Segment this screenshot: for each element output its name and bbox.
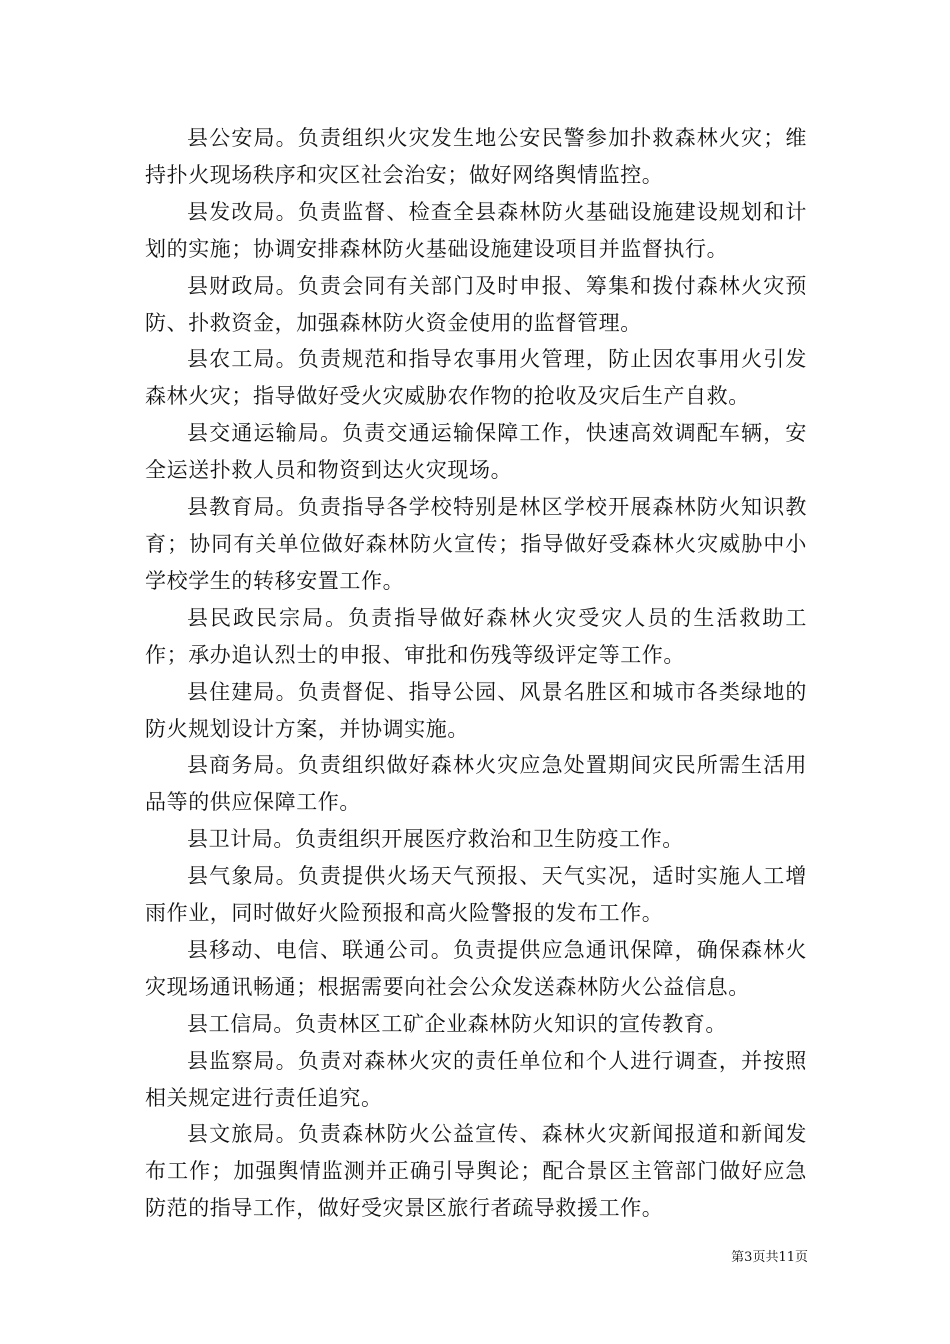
paragraph-telecom: 县移动、电信、联通公司。负责提供应急通讯保障，确保森林火灾现场通讯畅通；根据需要向社会公众发送森林防火公益信息。 xyxy=(145,937,807,999)
paragraph-supervision: 县监察局。负责对森林火灾的责任单位和个人进行调查，并按照相关规定进行责任追究。 xyxy=(145,1048,807,1110)
page-number-footer xyxy=(700,1246,808,1265)
paragraph-meteorology: 县气象局。负责提供火场天气预报、天气实况，适时实施人工增雨作业，同时做好火险预报和高火险警报的发布工作。 xyxy=(145,864,807,926)
paragraph-development-reform: 县发改局。负责监督、检查全县森林防火基础设施建设规划和计划的实施；协调安排森林防火基础设施建设项目并监督执行。 xyxy=(145,199,807,261)
paragraph-health: 县卫计局。负责组织开展医疗救治和卫生防疫工作。 xyxy=(187,827,684,852)
paragraph-industry-it: 县工信局。负责林区工矿企业森林防火知识的宣传教育。 xyxy=(187,1011,727,1036)
paragraph-transport: 县交通运输局。负责交通运输保障工作，快速高效调配车辆，安全运送扑救人员和物资到达火灾现场。 xyxy=(145,421,807,483)
paragraph-civil-affairs: 县民政民宗局。负责指导做好森林火灾受灾人员的生活救助工作；承办追认烈士的申报、审批和伤残等级评定等工作。 xyxy=(145,605,807,667)
paragraph-public-security: 县公安局。负责组织火灾发生地公安民警参加扑救森林火灾；维持扑火现场秩序和灾区社会治安；做好网络舆情监控。 xyxy=(145,126,807,187)
paragraph-housing-construction: 县住建局。负责督促、指导公园、风景名胜区和城市各类绿地的防火规划设计方案，并协调实施。 xyxy=(145,679,807,741)
document-body xyxy=(145,120,807,1227)
paragraph-finance: 县财政局。负责会同有关部门及时申报、筹集和拨付森林火灾预防、扑救资金，加强森林防火资金使用的监督管理。 xyxy=(145,273,807,335)
paragraph-education: 县教育局。负责指导各学校特别是林区学校开展森林防火知识教育；协同有关单位做好森林防火宣传；指导做好受森林火灾威胁中小学校学生的转移安置工作。 xyxy=(145,495,807,593)
paragraph-culture-tourism: 县文旅局。负责森林防火公益宣传、森林火灾新闻报道和新闻发布工作；加强舆情监测并正确引导舆论；配合景区主管部门做好应急防范的指导工作，做好受灾景区旅行者疏导救援工作。 xyxy=(145,1122,807,1221)
paragraph-agriculture: 县农工局。负责规范和指导农事用火管理，防止因农事用火引发森林火灾；指导做好受火灾威胁农作物的抢收及灾后生产自救。 xyxy=(145,347,807,409)
paragraph-commerce: 县商务局。负责组织做好森林火灾应急处置期间灾民所需生活用品等的供应保障工作。 xyxy=(145,753,807,815)
page-number-label: 第3页共11页 xyxy=(731,1250,808,1265)
